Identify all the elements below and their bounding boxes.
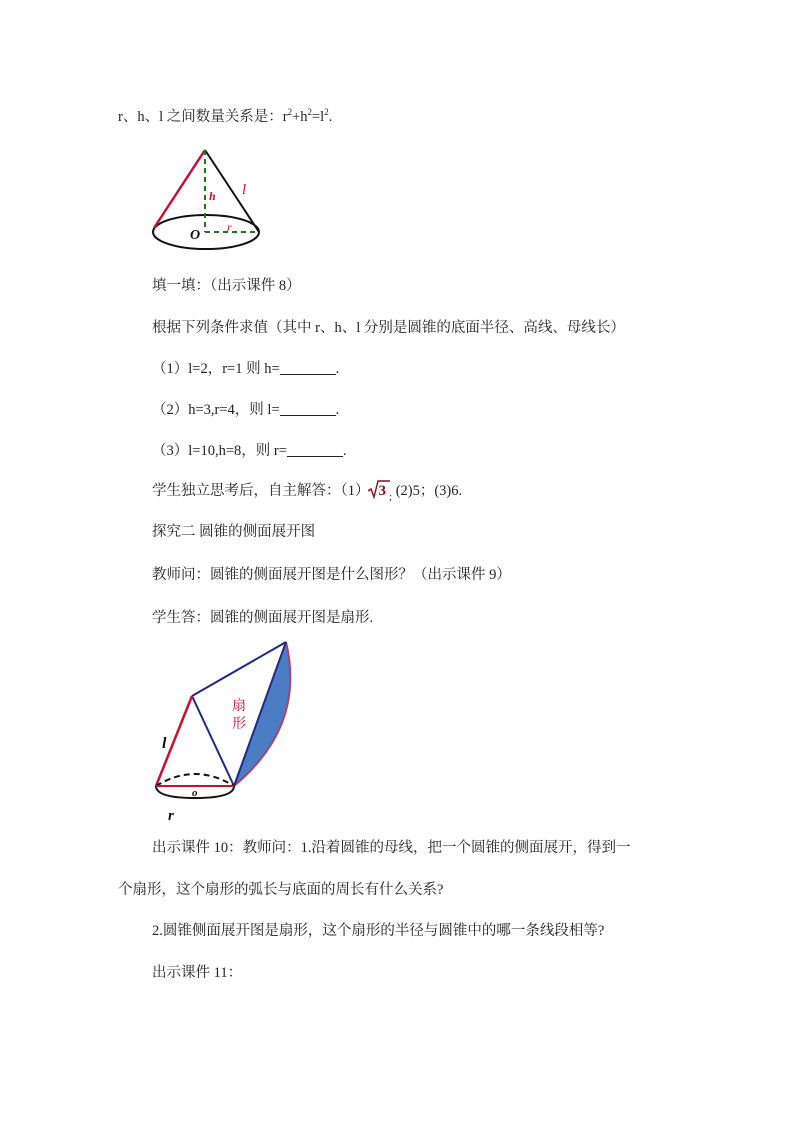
relation-line: r、h、l 之间数量关系是：$r^2+h^2=l^2$. [118,107,333,125]
label-l: l [162,735,167,752]
cone-figure [148,142,268,254]
question-2: （2）h=3,r=4，则 l= . [152,402,340,418]
label-sector-1: 扇 [232,698,246,714]
answer-blank[interactable] [280,401,336,416]
label-sector-2: 形 [232,716,246,732]
label-o: o [192,787,198,799]
label-r: r [168,808,174,824]
answer-blank[interactable] [287,442,343,457]
question-1: （1）l=2，r=1 则 h= . [152,361,340,377]
sqrt-expression: 3 [374,481,382,501]
label-h: h [209,189,216,203]
show10-line1: 出示课件 10：教师问：1.沿着圆锥的母线，把一个圆锥的侧面展开，得到一 [152,840,631,856]
fill-title: 填一填：（出示课件 8） [152,278,301,294]
label-r: r [227,220,232,234]
task-text: 根据下列条件求值（其中 r、h、l 分别是圆锥的底面半径、高线、母线长） [152,320,625,336]
show11: 出示课件 11： [152,965,243,981]
answer-line: 学生独立思考后，自主解答：（1） 3 $_;$ (2)5；(3)6. [152,481,462,507]
cone-apex-right [192,696,234,786]
student-answer: 学生答：圆锥的侧面展开图是扇形. [152,610,374,626]
label-l: l [242,182,247,198]
question-3: （3）l=10,h=8，则 r= . [152,443,347,459]
base-back-dashed [156,774,234,786]
sector-figure [148,636,308,826]
question-item-2: 2.圆锥侧面展开图是扇形，这个扇形的半径与圆锥中的哪一条线段相等? [152,923,605,939]
show10-line2: 个扇形，这个扇形的弧长与底面的周长有什么关系? [118,882,444,898]
label-O: O [190,228,201,243]
explore-heading: 探究二 圆锥的侧面展开图 [152,524,316,540]
teacher-question: 教师问：圆锥的侧面展开图是什么图形？（出示课件 9） [152,567,511,583]
answer-blank[interactable] [280,360,336,375]
